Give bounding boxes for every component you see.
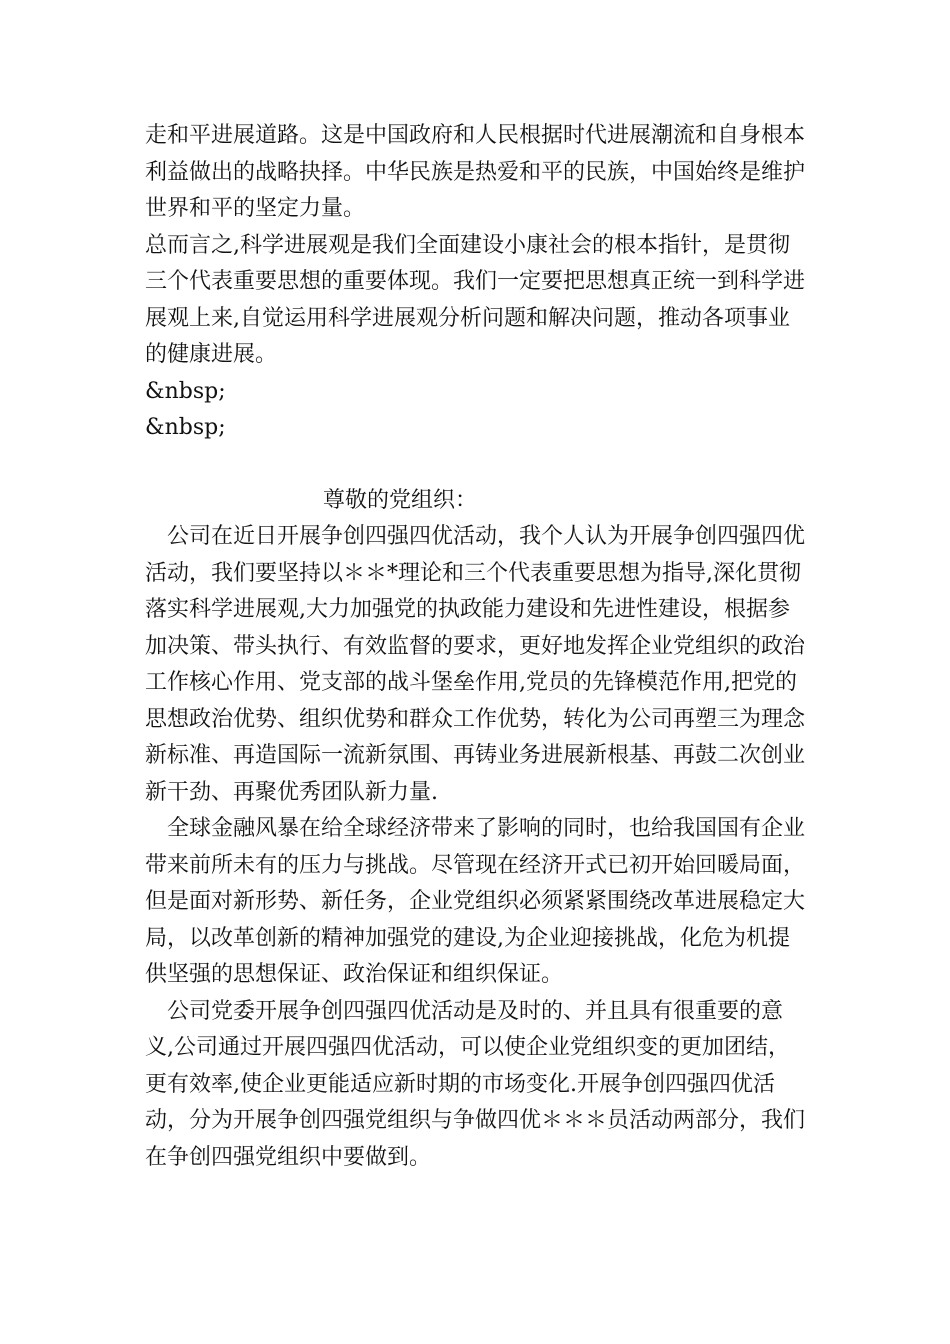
nbsp-line: &nbsp; xyxy=(145,415,226,440)
letter-salutation: 尊敬的党组织： xyxy=(323,487,478,513)
paragraph-summary: 总而言之,科学进展观是我们全面建设小康社会的根本指针，是贯彻三个代表重要思想的重要体现。我们一定要把思想真正统一到科学进展观上来,自觉运用科学进展观分析问题和解决问题，推动各项事业的健康进展。 xyxy=(145,232,806,367)
paragraph-peace-road: 走和平进展道路。这是中国政府和人民根据时代进展潮流和自身根本利益做出的战略抉择。中华民族是热爱和平的民族，中国始终是维护世界和平的坚定力量。 xyxy=(145,123,806,221)
paragraph-activity: 公司在近日开展争创四强四优活动，我个人认为开展争创四强四优活动，我们要坚持以＊＊*理论和三个代表重要思想为指导,深化贯彻落实科学进展观,大力加强党的执政能力建设和先进性建设，根据参加决策、带头执行、有效监督的要求，更好地发挥企业党组织的政治工作核心作用、党支部的战斗堡垒作用,党员的先锋模范作用,把党的思想政治优势、组织优势和群众工作优势，转化为公司再塑三为理念新标准、再造国际一流新氛围、再铸业务进展新根基、再鼓二次创业新干劲、再聚优秀团队新力量. xyxy=(145,524,806,805)
nbsp-line: &nbsp; xyxy=(145,378,226,404)
blank-line xyxy=(145,447,810,483)
document-body xyxy=(145,118,810,1176)
paragraph-party-committee: 公司党委开展争创四强四优活动是及时的、并且具有很重要的意义,公司通过开展四强四优活动，可以使企业党组织变的更加团结，更有效率,使企业更能适应新时期的市场变化.开展争创四强四优活动，分为开展争创四强党组织与争做四优＊＊＊员活动两部分，我们在争创四强党组织中要做到。 xyxy=(145,998,806,1170)
paragraph-financial-crisis: 全球金融风暴在给全球经济带来了影响的同时，也给我国国有企业带来前所未有的压力与挑战。尽管现在经济开式已初开始回暖局面，但是面对新形势、新任务，企业党组织必须紧紧围绕改革进展稳定大局，以改革创新的精神加强党的建设,为企业迎接挑战，化危为机提供坚强的思想保证、政治保证和组织保证。 xyxy=(145,816,806,987)
